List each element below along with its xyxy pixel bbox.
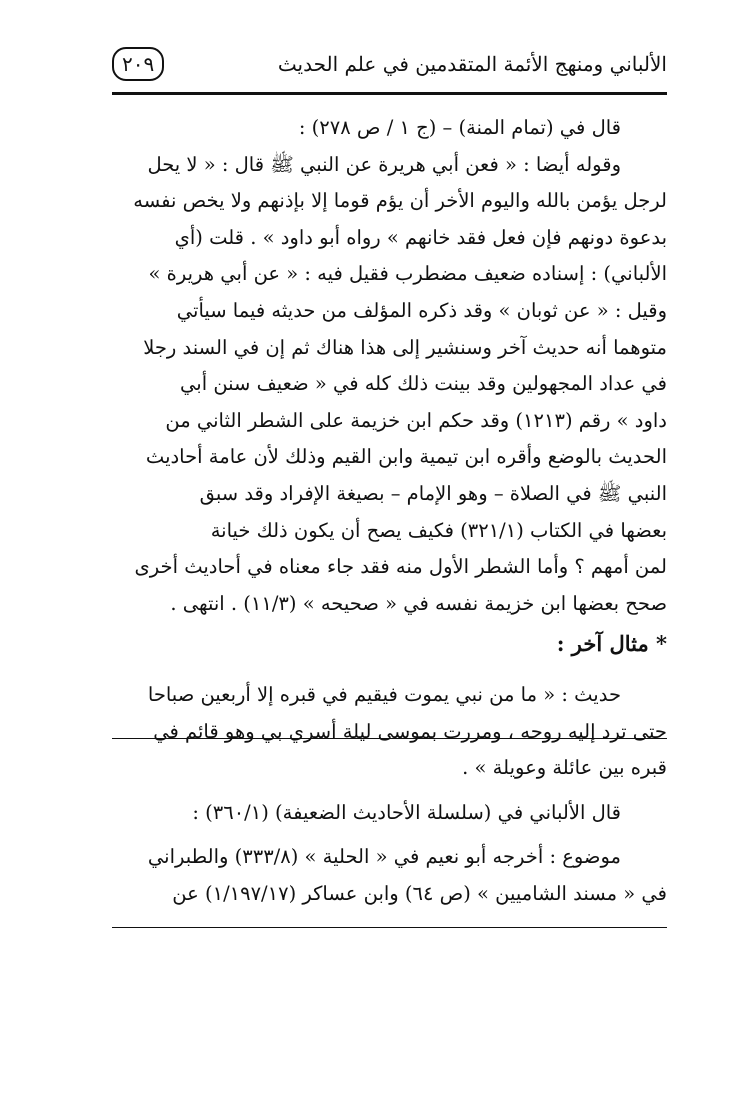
text-line: بدعوة دونهم فإن فعل فقد خانهم » رواه أبو داود » . قلت (أي <box>174 225 667 249</box>
text-line: موضوع : أخرجه أبو نعيم في « الحلية » (٣٣٣/٨) والطبراني <box>147 845 621 869</box>
text-line: وقيل : « عن ثوبان » وقد ذكره المؤلف من حديثه فيما سيأتي <box>176 298 667 322</box>
text-line: لرجل يؤمن بالله واليوم الأخر أن يؤم قوما إلا بإذنهم ولا يخص نفسه <box>133 189 667 213</box>
text-line: في « مسند الشاميين » (ص ٦٤) وابن عساكر (١/١٩٧/١٧) عن <box>172 881 667 905</box>
page-number: ٢٠٩ <box>112 47 164 81</box>
section-heading: * مثال آخر : <box>556 631 667 657</box>
text-line: داود » رقم (١٢١٣) وقد حكم ابن خزيمة على الشطر الثاني من <box>165 408 667 432</box>
text-line: بعضها في الكتاب (٣٢١/١) فكيف يصح أن يكون ذلك خيانة <box>210 518 667 542</box>
header-rule <box>112 92 667 95</box>
text-line: في عداد المجهولين وقد بينت ذلك كله في « ضعيف سنن أبي <box>180 372 667 396</box>
text-line: قبره بين عائلة وعويلة » . <box>462 756 667 780</box>
page-header <box>112 44 667 84</box>
text-line: صحح بعضها ابن خزيمة نفسه في « صحيحه » (١١/٣) . انتهى . <box>170 591 667 615</box>
text-line: النبي ﷺ في الصلاة – وهو الإمام – بصيغة الإفراد وقد سبق <box>199 481 667 505</box>
text-line: متوهما أنه حديث آخر وسنشير إلى هذا هناك ثم إن في السند رجلا <box>143 335 667 359</box>
section-divider <box>112 927 667 928</box>
text-line: وقوله أيضا : « فعن أبي هريرة عن النبي ﷺ قال : « لا يحل <box>147 152 621 176</box>
text-line: الألباني) : إسناده ضعيف مضطرب فقيل فيه : « عن أبي هريرة » <box>148 262 667 286</box>
text-line: قال الألباني في (سلسلة الأحاديث الضعيفة) (٣٦٠/١) : <box>192 800 621 824</box>
text-line: قال في (تمام المنة) – (ج ١ / ص ٢٧٨) : <box>298 116 621 139</box>
running-title: الألباني ومنهج الأئمة المتقدمين في علم الحديث <box>277 52 667 76</box>
section-divider <box>112 738 667 739</box>
text-line: الحديث بالوضع وأقره ابن تيمية وابن القيم وذلك لأن عامة أحاديث <box>145 445 667 469</box>
text-line: حتى ترد إليه روحه ، ومررت بموسى ليلة أسري بي وهو قائم في <box>153 719 667 743</box>
body-text <box>112 110 667 912</box>
text-line: لمن أمهم ؟ وأما الشطر الأول منه فقد جاء معناه في أحاديث أخرى <box>134 555 667 579</box>
text-line: حديث : « ما من نبي يموت فيقيم في قبره إلا أربعين صباحا <box>147 682 621 706</box>
